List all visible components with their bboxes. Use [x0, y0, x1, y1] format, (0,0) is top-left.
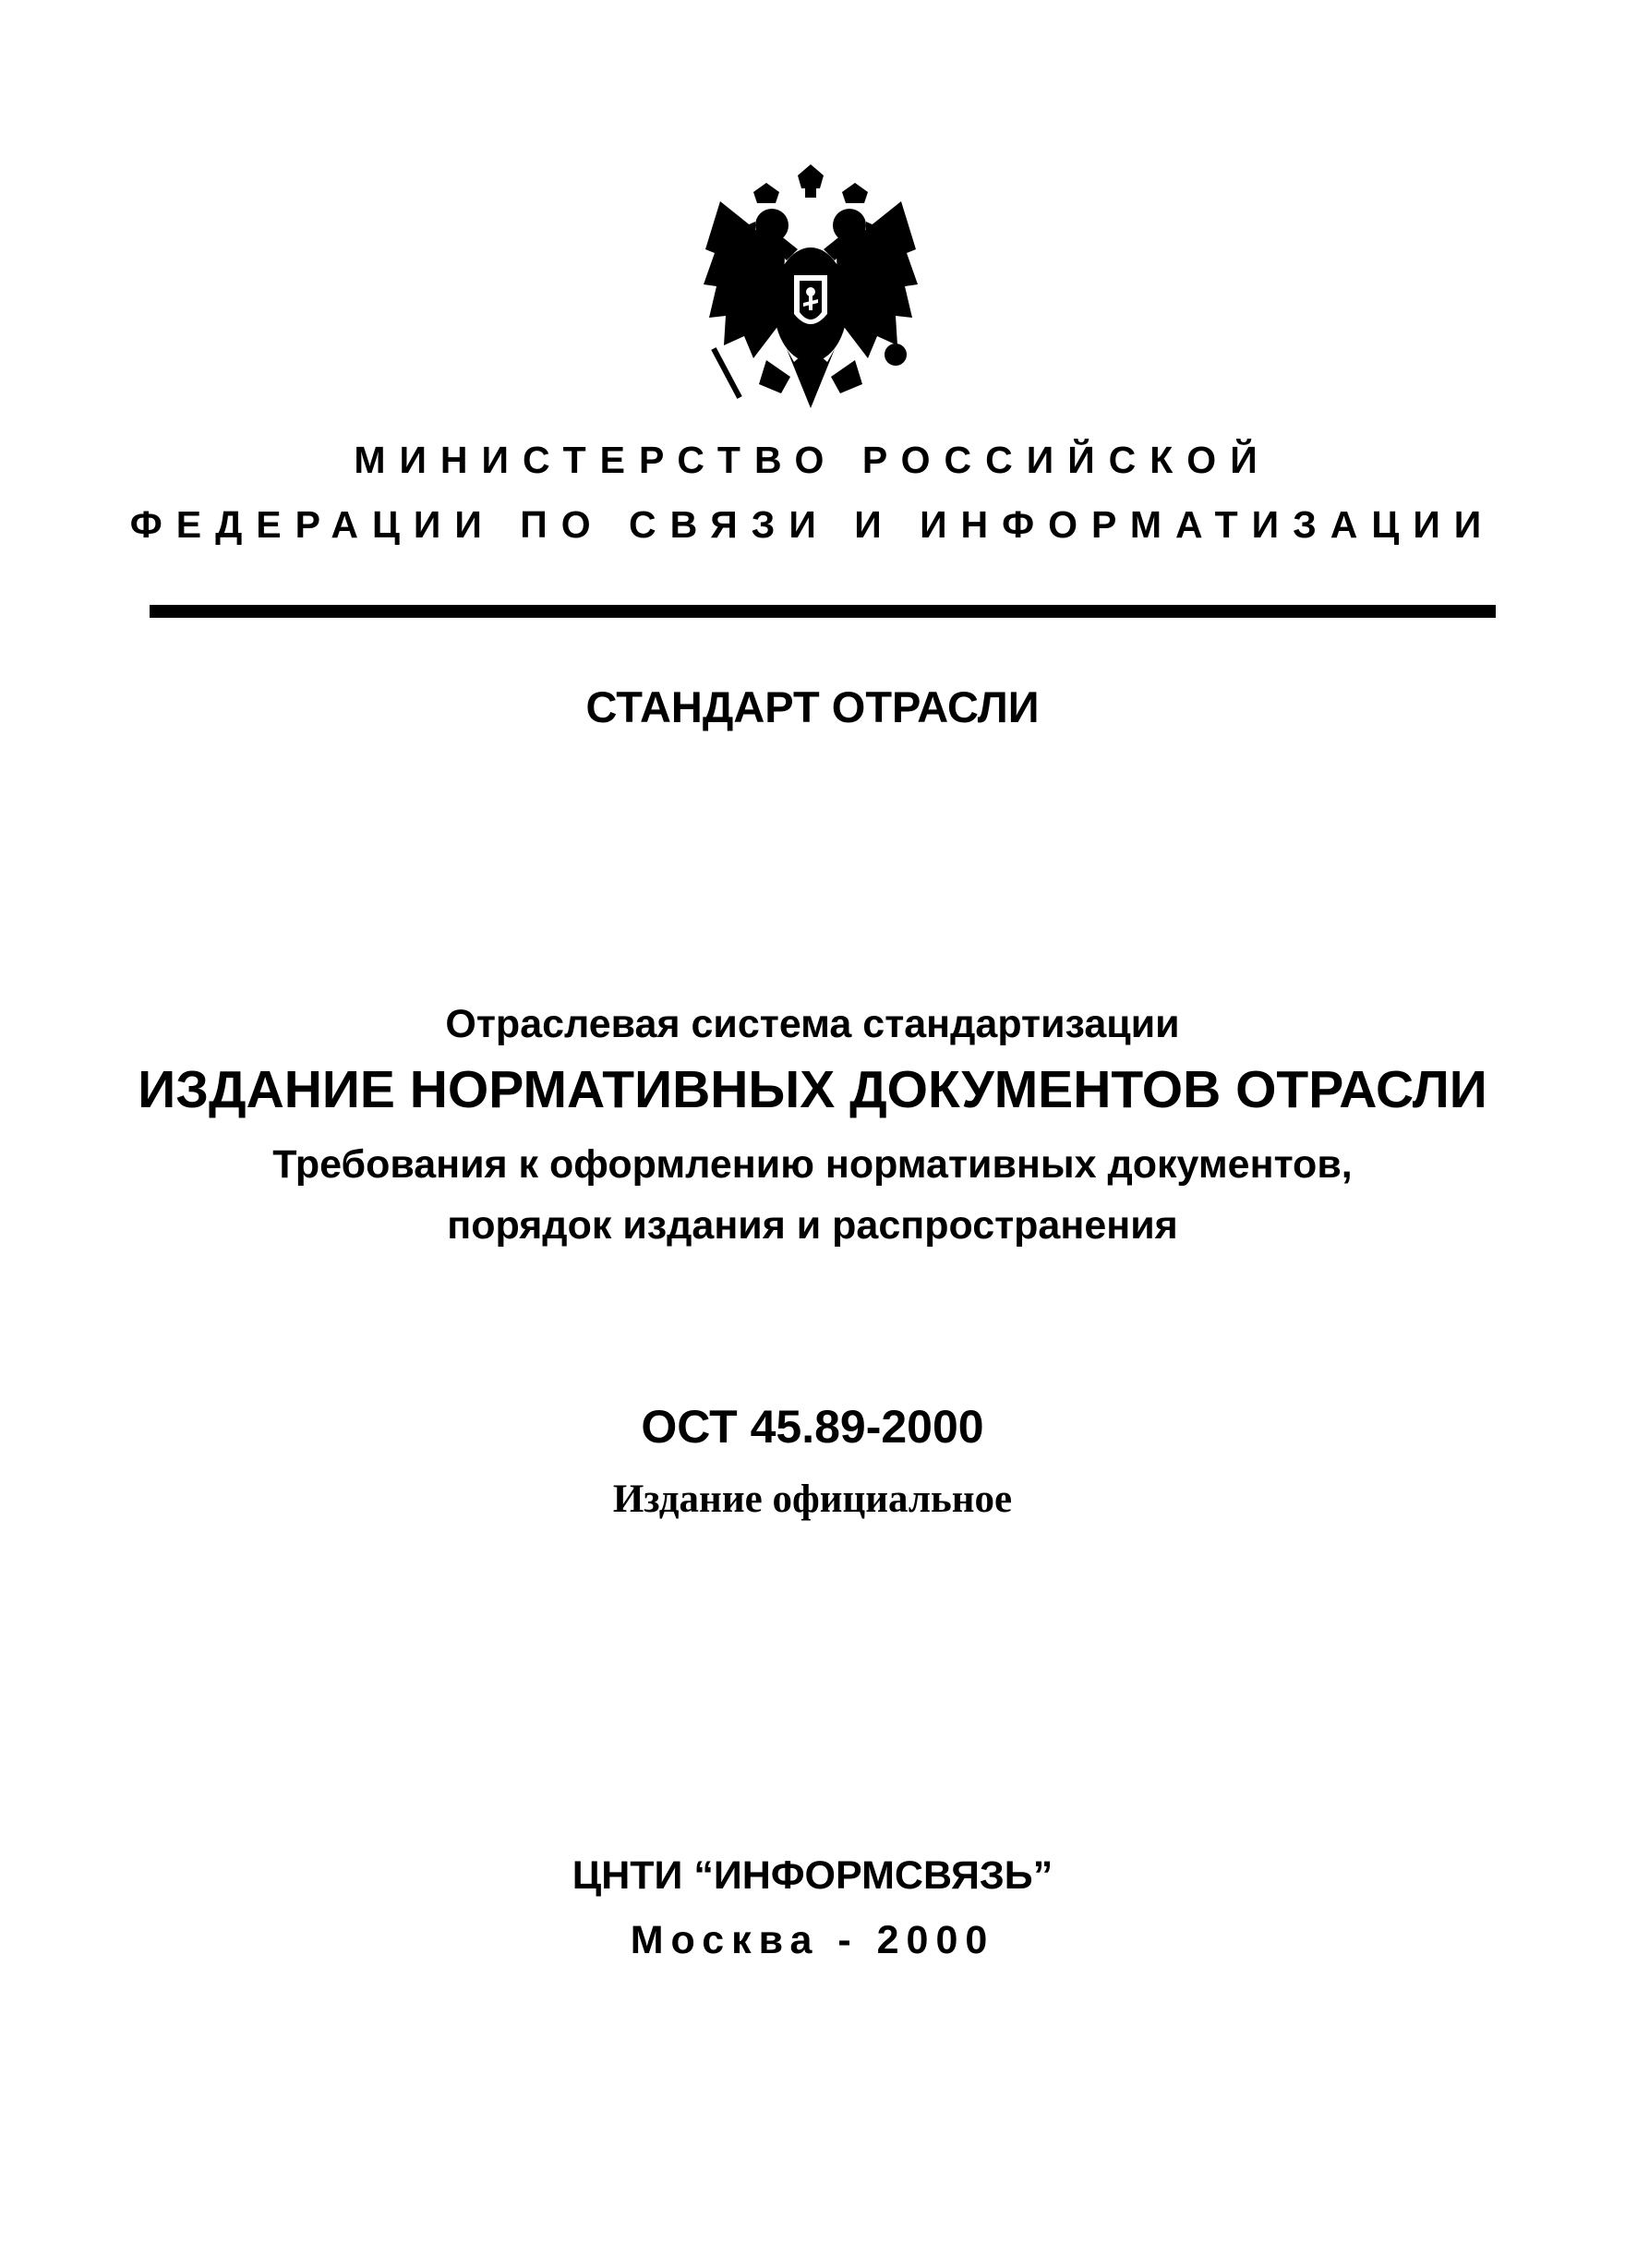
document-subtitle-line-2: порядок издания и распространения	[447, 1203, 1178, 1248]
standard-type-heading: СТАНДАРТ ОТРАСЛИ	[585, 682, 1040, 731]
russian-coat-of-arms-icon	[702, 164, 920, 416]
document-main-title: ИЗДАНИЕ НОРМАТИВНЫХ ДОКУМЕНТОВ ОТРАСЛИ	[138, 1060, 1487, 1119]
header-divider	[150, 605, 1496, 618]
document-subtitle-line-1: Требования к оформлению нормативных документов,	[272, 1142, 1353, 1187]
ministry-name-line-2: ФЕДЕРАЦИИ ПО СВЯЗИ И ИНФОРМАТИЗАЦИИ	[129, 503, 1496, 546]
publisher-name: ЦНТИ “ИНФОРМСВЯЗЬ”	[572, 1853, 1053, 1898]
ministry-name-line-1: МИНИСТЕРСТВО РОССИЙСКОЙ	[354, 439, 1271, 481]
publication-city-year: Москва - 2000	[630, 1918, 995, 1962]
edition-label: Издание официальное	[612, 1478, 1013, 1521]
standardization-system-line: Отраслевая система стандартизации	[445, 1002, 1180, 1046]
document-number: ОСТ 45.89-2000	[641, 1401, 984, 1453]
